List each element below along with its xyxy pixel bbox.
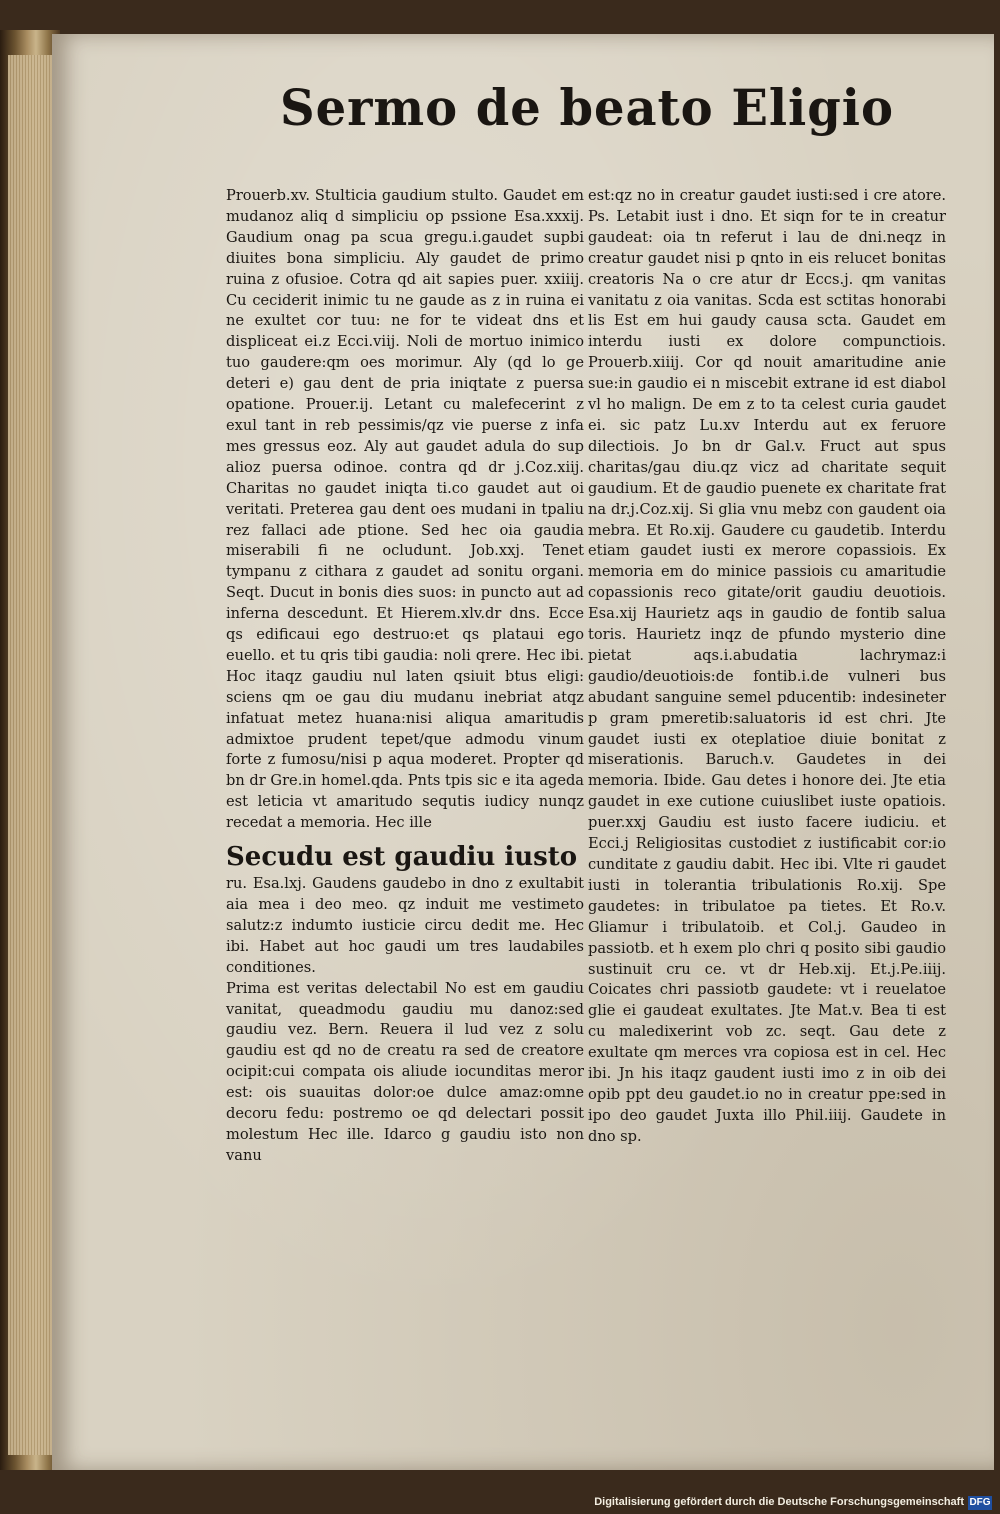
left-column	[226, 186, 584, 1167]
text-block: ru. Esa.lxj. Gaudens gaudebo in dno z exultabit aia mea i deo meo. qz induit me vestimeto salutz:z indumto iusticie circu dedit me. Hec ibi. Habet aut hoc gaudi um tres laudabiles conditiones.	[226, 875, 584, 976]
page-title: Sermo de beato Eligio	[280, 78, 894, 137]
dfg-logo: DFG	[969, 1497, 991, 1508]
page-stack	[8, 55, 58, 1455]
digitization-credit: Digitalisierung gefördert durch die Deutsche Forschungsgemeinschaft	[594, 1496, 964, 1508]
text-block: Prima est veritas delectabil No est em gaudiu vanitat, queadmodu gaudiu mu danoz:sed gaudiu vez. Bern. Reuera il lud vez z solu gaudiu est qd no de creatu ra sed de creatore ocipit:cui compata ois aliude iocunditas meror est: ois suauitas dolor:oe dulce amaz:omne decoru fedu: postremo oe qd delectari possit molestum Hec ille. Idarco g gaudiu isto non vanu	[226, 979, 584, 1164]
right-column	[588, 186, 946, 1148]
text-block: Prouerb.xv. Stulticia gaudium stulto. Gaudet em mudanoz aliq d simpliciu op pssione Esa.xxxij. Gaudium onag pa scua gregu.i.gaudet supbi diuites bona simpliciu. Aly gaudet de primo ruina z ofusioe. Cotra qd ait sapies puer. xxiiij. Cu ceciderit inimic tu ne gaude as z in ruina ei ne exultet cor tuu: ne for te videat dns et displiceat ei.z Ecci.viij. Noli de mortuo inimico tuo gaudere:qm oes morimur. Aly (qd lo ge deteri e) gau dent de pria iniqtate z puersa opatione. Prouer.ij. Letant cu malefecerint z exul tant in reb pessimis/qz vie puerse z infa mes gressus eoz. Aly aut gaudet adula do sup alioz puersa odinoe. contra qd dr j.Coz.xiij. Charitas no gaudet iniqta ti.co gaudet aut oi veritati. Preterea gau dent oes mudani in tpaliu rez fallaci ade ptione. Sed hec oia gaudia miserabili fi ne ocludunt. Job.xxj. Tenet tympanu z cithara z gaudet ad sonitu organi. Seqt. Ducut in bonis dies suos: in puncto aut ad inferna descedunt. Et Hierem.xlv.dr dns. Ecce qs edificaui ego destruo:et qs plataui ego euello. et tu qris tibi gaudia: noli qrere. Hec ibi. Hoc itaqz gaudiu nul laten qsiuit btus eligi: sciens qm oe gau diu mudanu inebriat atqz infatuat metez huana:nisi aliqua amaritudis admixtoe prudent tepet/que admodu vinum forte z fumosu/nisi p aqua moderet. Propter qd bn dr Gre.in homel.qda. Pnts tpis sic e ita ageda est leticia vt amaritudo sequtis iudicy nunqz recedat a memoria. Hec ille	[226, 187, 584, 832]
text-block: est:qz no in creatur gaudet iusti:sed i cre atore. Ps. Letabit iust i dno. Et siqn for te in creatur gaudeat: oia tn referut i lau de dni.neqz in creatur gaudet nisi p qnto in eis relucet bonitas creatoris Na o cre atur dr Eccs.j. qm vanitas vanitatu z oia vanitas. Scda est sctitas honorabi lis Est em hui gaudy causa scta. Gaudet em interdu iusti ex dolore compunctiois. Prouerb.xiiij. Cor qd nouit amaritudine anie sue:in gaudio ei n miscebit extrane id est diabol vl ho malign. De em z to ta celest curia gaudet ei. sic patz Lu.xv Interdu aut ex feruore dilectiois. Jo bn dr Gal.v. Fruct aut spus charitas/gau diu.qz vicz ad charitate sequit gaudium. Et de gaudio puenete ex charitate frat na dr.j.Coz.xij. Si glia vnu mebz con gaudent oia mebra. Et Ro.xij. Gaudere cu gaudetib. Interdu etiam gaudet iusti ex merore copassiois. Ex memoria em do minice passiois cu amaritudie copassionis reco gitate/orit gaudiu deuotiois. Esa.xij Haurietz aqs in gaudio de fontib salua toris. Haurietz inqz de pfundo mysterio dine pietat aqs.i.abudatia lachrymaz:i gaudio/deuotiois:de fontib.i.de vulneri bus abudant sanguine semel pducentib: indesineter p gram pmeretib:saluatoris id est chri. Jte gaudet iusti ex oteplatioe diuie bonitat z miserationis. Baruch.v. Gaudetes in dei memoria. Ibide. Gau detes i honore dei. Jte etia gaudet in exe cutione cuiuslibet iuste opatiois. puer.xxj Gaudiu est iusto facere iudiciu. et Ecci.j Religiositas custodiet z iustificabit cor:io cunditate z gaudiu dabit. Hec ibi. Vlte ri gaudet iusti in tolerantia tribulationis Ro.xij. Spe gaudetes: in tribulatoe pa tietes. Et Ro.v. Gliamur i tribulatoib. et Col.j. Gaudeo in passiotb. et h exem plo chri q posito sibi gaudio sustinuit cru ce. vt dr Heb.xij. Et.j.Pe.iiij. Coicates chri passiotb gaudete: vt i reuelatoe glie ei gaudeat exultates. Jte Mat.v. Bea ti est cu maledixerint vob zc. seqt. Gau dete z exultate qm merces vra copiosa est in cel. Hec ibi. Jn his itaqz gaudent iusti imo z in oib dei opib ppt deu gaudet.io no in creatur ppe:sed in ipo deo gaudet Juxta illo Phil.iiij. Gaudete in dno sp.	[588, 187, 946, 1145]
section-heading: Secudu est gaudiu iusto	[226, 842, 578, 873]
